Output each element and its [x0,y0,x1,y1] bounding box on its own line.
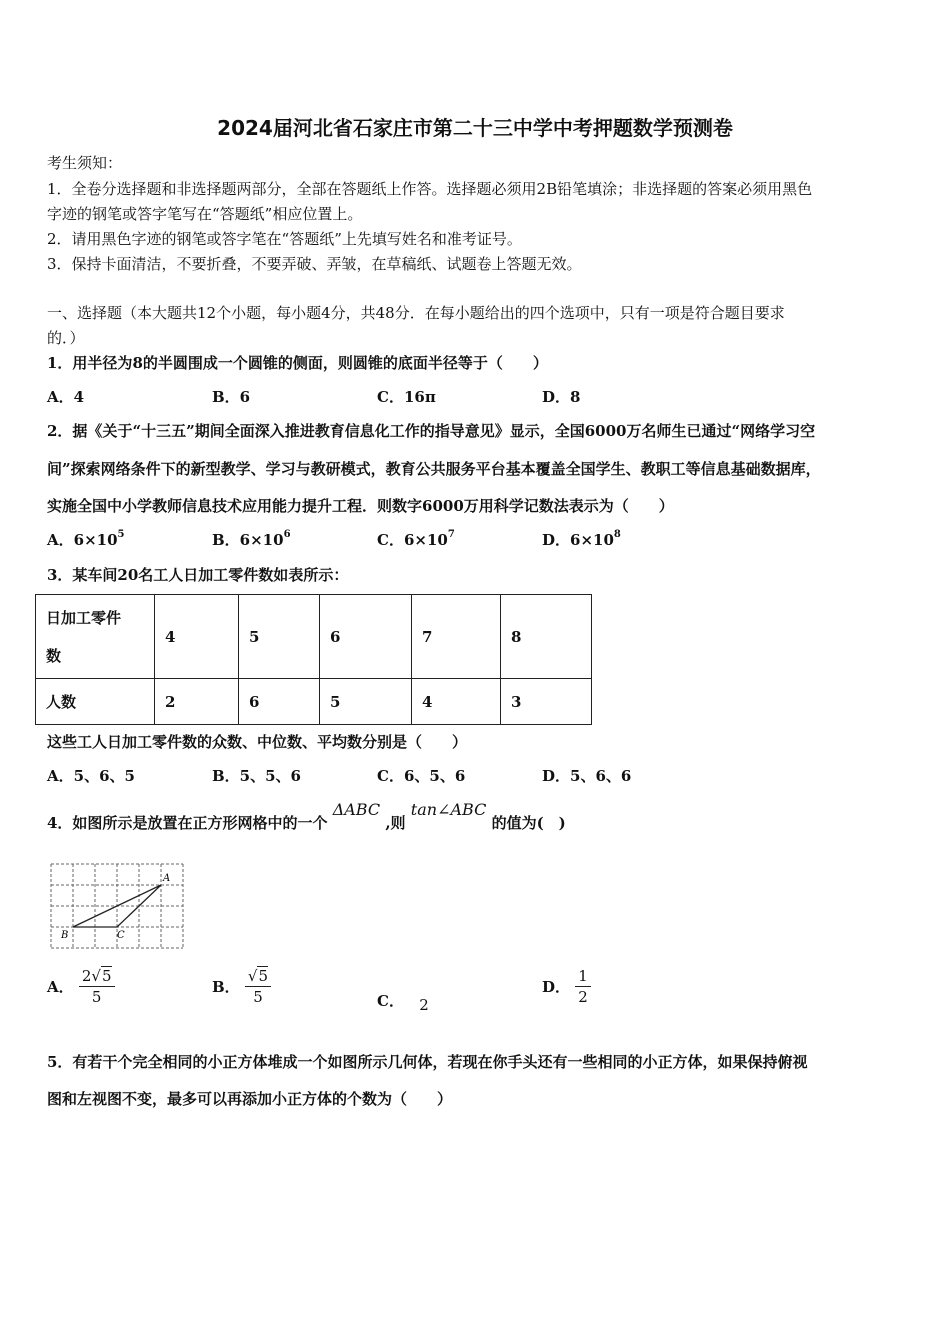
q4-grid-figure [46,860,186,952]
q3-option-c[interactable]: C．6、5、6 [377,767,466,785]
q2-stem-cont: 实施全国中小学教师信息技术应用能力提升工程．则数字6000万用科学记数法表示为（ ） [47,497,674,515]
q4-option-d[interactable]: D． $\frac{1}{2}$ [542,966,591,1007]
q4-option-b[interactable]: B． $\frac{√5}{5}$ [212,966,271,1007]
q1-stem: 1．用半径为8的半圆围成一个圆锥的侧面，则圆锥的底面半径等于（ ） [47,354,548,372]
q5-stem-cont: 图和左视图不变，最多可以再添加小正方体的个数为（ ） [47,1090,453,1108]
table-cell: 6 [320,595,412,679]
table-cell: 4 [412,679,501,725]
q3-question: 这些工人日加工零件数的众数、中位数、平均数分别是（ ） [47,733,468,751]
q1-option-c[interactable]: C．16π [377,388,436,406]
vertex-label-b: B [61,930,69,941]
q4-math-tan: tan∠ABC [410,800,487,819]
q4-math-triangle: ΔABC [332,800,381,819]
notice-item: 字迹的钢笔或答字笔写在“答题纸”相应位置上。 [47,205,363,223]
q3-option-b[interactable]: B．5、5、6 [212,767,301,785]
vertex-label-a: A [163,873,171,884]
q2-option-b[interactable]: B．$6\times 10^6$ [212,529,291,549]
table-cell: 5 [320,679,412,725]
section-heading-cont: 的．） [47,329,85,347]
fraction: $\frac{1}{2}$ [575,966,591,1007]
table-cell: 7 [412,595,501,679]
q2-option-a[interactable]: A．$6\times 10^5$ [47,529,125,549]
q4-option-c[interactable]: C． 2 [377,992,429,1014]
table-cell: 4 [155,595,239,679]
notice-item: 2．请用黑色字迹的钢笔或答字笔在“答题纸”上先填写姓名和准考证号。 [47,230,522,248]
q3-option-d[interactable]: D．5、6、6 [542,767,632,785]
q2-option-d[interactable]: D．$6\times 10^8$ [542,529,621,549]
table-cell: 3 [501,679,592,725]
q2-stem-cont: 间”探索网络条件下的新型教学、学习与教研模式，教育公共服务平台基本覆盖全国学生、教职工等信息基础数据库， [47,460,821,478]
table-header-cell: 日加工零件 数 [36,595,155,679]
q4-stem: 4．如图所示是放置在正方形网格中的一个 ΔABC ,则 tan∠ABC 的值为( ) [47,800,566,832]
q1-option-a[interactable]: A．4 [47,388,85,406]
q1-option-b[interactable]: B．6 [212,388,251,406]
q2-stem: 2．据《关于“十三五”期间全面深入推进教育信息化工作的指导意见》显示，全国6000万名师生已通过“网络学习空 [47,422,816,440]
notice-heading: 考生须知： [47,154,123,172]
q4-option-a[interactable]: A． $\frac{2√5}{5}$ [47,966,115,1007]
page-title: 2024届河北省石家庄市第二十三中学中考押题数学预测卷 [217,116,733,140]
q5-stem: 5．有若干个完全相同的小正方体堆成一个如图所示几何体，若现在你手头还有一些相同的小正方体，如果保持俯视 [47,1053,808,1071]
table-cell: 8 [501,595,592,679]
table-cell: 6 [239,679,320,725]
q1-option-d[interactable]: D．8 [542,388,581,406]
q3-stem: 3．某车间20名工人日加工零件数如表所示： [47,566,349,584]
table-header-cell: 人数 [36,679,155,725]
vertex-label-c: C [117,930,125,941]
q2-option-c[interactable]: C．$6\times 10^7$ [377,529,455,549]
notice-item: 1．全卷分选择题和非选择题两部分，全部在答题纸上作答。选择题必须用2B铅笔填涂；非选择题的答案必须用黑色 [47,180,813,198]
section-heading: 一、选择题（本大题共12个小题，每小题4分，共48分．在每小题给出的四个选项中，只有一项是符合题目要求 [47,304,785,322]
q3-option-a[interactable]: A．5、6、5 [47,767,135,785]
fraction: $\frac{2√5}{5}$ [79,966,115,1007]
table-cell: 2 [155,679,239,725]
table-row [36,679,592,725]
table-cell: 5 [239,595,320,679]
notice-item: 3．保持卡面清洁，不要折叠，不要弄破、弄皱，在草稿纸、试题卷上答题无效。 [47,255,582,273]
fraction: $\frac{√5}{5}$ [245,966,271,1007]
q3-data-table [35,594,592,725]
table-row [36,595,592,679]
